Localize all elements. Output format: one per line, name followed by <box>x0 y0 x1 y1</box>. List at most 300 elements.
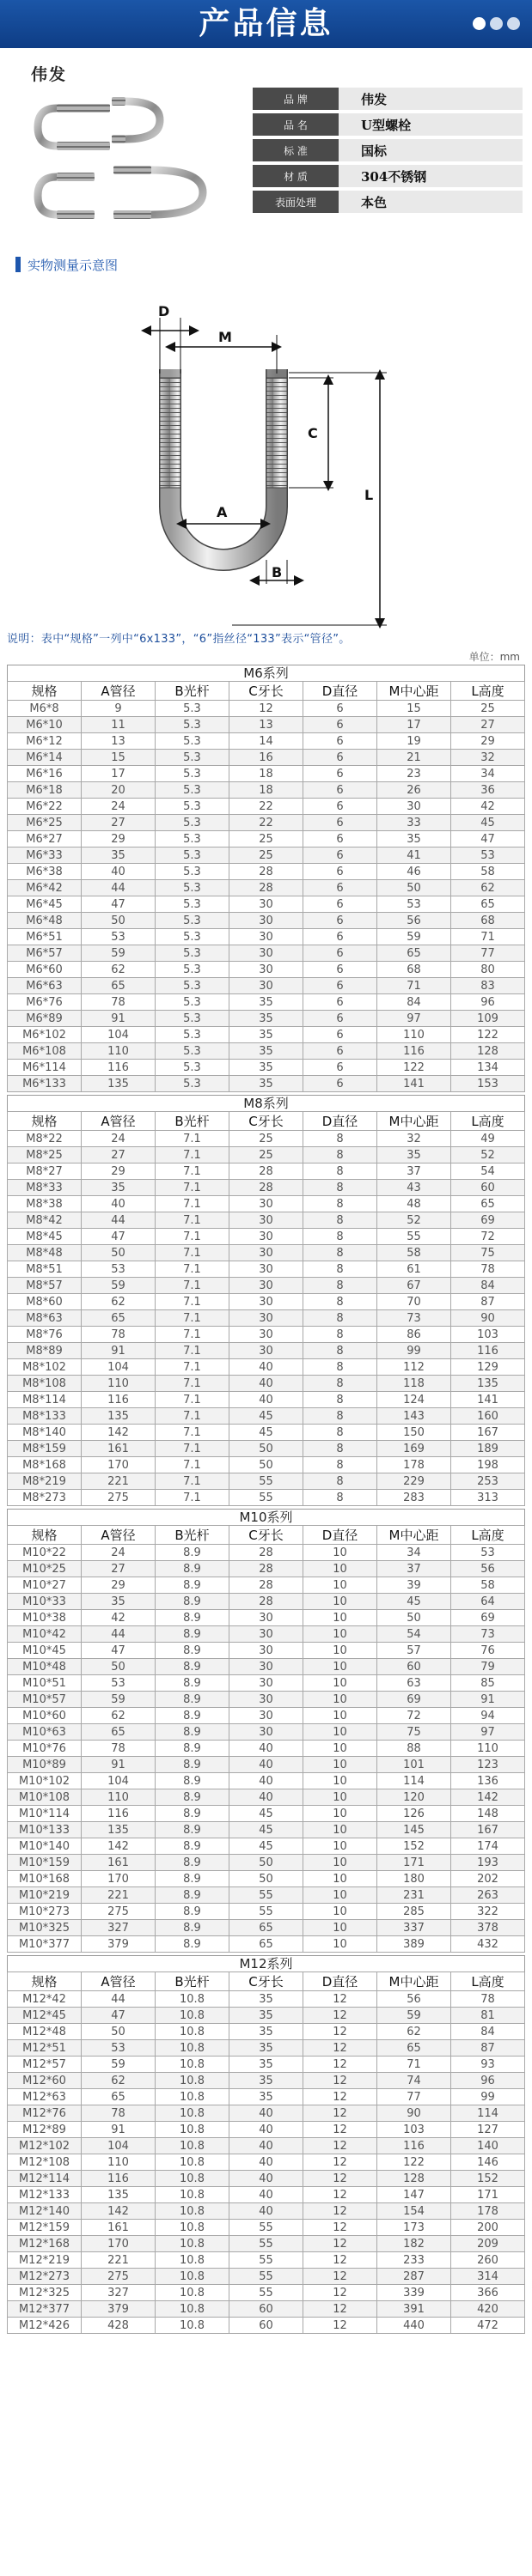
table-cell: 99 <box>451 2089 525 2105</box>
table-cell: 110 <box>82 1789 156 1806</box>
table-row <box>8 1196 525 1212</box>
table-row <box>8 1991 525 2008</box>
table-cell: 7.1 <box>156 1180 229 1196</box>
table-cell: M12*219 <box>8 2252 82 2269</box>
table-cell: 283 <box>377 1490 451 1506</box>
table-row <box>8 2154 525 2171</box>
table-cell: 6 <box>303 1027 377 1043</box>
table-cell: 110 <box>82 1043 156 1060</box>
table-cell: 6 <box>303 1043 377 1060</box>
table-cell: M12*102 <box>8 2138 82 2154</box>
table-cell: M6*108 <box>8 1043 82 1060</box>
table-cell: 8 <box>303 1490 377 1506</box>
table-cell: 8 <box>303 1147 377 1163</box>
table-cell: 37 <box>377 1163 451 1180</box>
table-cell: 10 <box>303 1708 377 1724</box>
table-cell: 142 <box>82 2203 156 2220</box>
table-cell: 146 <box>451 2154 525 2171</box>
table-cell: 87 <box>451 2040 525 2057</box>
table-cell: 116 <box>377 2138 451 2154</box>
table-cell: 77 <box>377 2089 451 2105</box>
table-row <box>8 1294 525 1310</box>
table-cell: 56 <box>377 1991 451 2008</box>
table-cell: M8*114 <box>8 1392 82 1408</box>
table-cell: 7.1 <box>156 1359 229 1376</box>
table-cell: 116 <box>82 2171 156 2187</box>
series-title: M8系列 <box>7 1095 525 1111</box>
table-cell: 167 <box>451 1822 525 1838</box>
table-row <box>8 2301 525 2318</box>
table-cell: 96 <box>451 2073 525 2089</box>
table-cell: 202 <box>451 1871 525 1887</box>
attribute-value: 本色 <box>339 191 523 213</box>
column-header: A管径 <box>82 1526 156 1545</box>
table-row <box>8 750 525 766</box>
column-header: 规格 <box>8 682 82 701</box>
table-cell: 45 <box>229 1838 303 1855</box>
table-cell: 35 <box>229 1060 303 1076</box>
table-cell: 8 <box>303 1245 377 1261</box>
table-cell: 6 <box>303 815 377 831</box>
table-row <box>8 831 525 848</box>
table-cell: 136 <box>451 1773 525 1789</box>
table-cell: 69 <box>451 1212 525 1229</box>
attribute-value: 国标 <box>339 139 523 161</box>
table-cell: 8.9 <box>156 1871 229 1887</box>
table-cell: 253 <box>451 1473 525 1490</box>
table-cell: 83 <box>451 978 525 994</box>
table-cell: 55 <box>229 2269 303 2285</box>
label-b: B <box>272 564 283 580</box>
table-cell: 10.8 <box>156 2008 229 2024</box>
table-cell: 9 <box>82 701 156 717</box>
table-cell: 25 <box>229 848 303 864</box>
table-cell: 10 <box>303 1773 377 1789</box>
table-cell: M12*76 <box>8 2105 82 2122</box>
table-cell: 78 <box>451 1991 525 2008</box>
attribute-row <box>253 165 523 187</box>
table-row <box>8 1789 525 1806</box>
attribute-row <box>253 139 523 161</box>
table-cell: 12 <box>303 2138 377 2154</box>
table-cell: 62 <box>82 2073 156 2089</box>
table-row <box>8 2318 525 2334</box>
table-cell: 141 <box>451 1392 525 1408</box>
table-cell: 28 <box>229 1180 303 1196</box>
table-row <box>8 1343 525 1359</box>
table-cell: 47 <box>82 2008 156 2024</box>
table-cell: 12 <box>303 2285 377 2301</box>
table-cell: 55 <box>229 2220 303 2236</box>
table-row <box>8 962 525 978</box>
table-cell: 8.9 <box>156 1920 229 1936</box>
table-cell: 7.1 <box>156 1457 229 1473</box>
table-cell: 10.8 <box>156 2236 229 2252</box>
table-cell: 65 <box>377 2040 451 2057</box>
table-row <box>8 1212 525 1229</box>
table-row <box>8 1425 525 1441</box>
table-cell: 35 <box>229 1991 303 2008</box>
table-cell: 75 <box>377 1724 451 1741</box>
table-cell: 7.1 <box>156 1212 229 1229</box>
table-cell: 428 <box>82 2318 156 2334</box>
table-cell: 128 <box>451 1043 525 1060</box>
table-cell: 5.3 <box>156 701 229 717</box>
table-cell: 7.1 <box>156 1392 229 1408</box>
table-cell: 17 <box>377 717 451 733</box>
column-header: D直径 <box>303 1526 377 1545</box>
table-cell: 40 <box>229 1773 303 1789</box>
table-cell: M8*108 <box>8 1376 82 1392</box>
table-row <box>8 2138 525 2154</box>
table-cell: 30 <box>229 1212 303 1229</box>
table-cell: 40 <box>229 2203 303 2220</box>
table-cell: 10.8 <box>156 2269 229 2285</box>
table-cell: M12*63 <box>8 2089 82 2105</box>
table-cell: 35 <box>377 1147 451 1163</box>
table-cell: 64 <box>451 1594 525 1610</box>
table-cell: 48 <box>377 1196 451 1212</box>
table-cell: 8.9 <box>156 1789 229 1806</box>
table-cell: 7.1 <box>156 1245 229 1261</box>
table-cell: 8 <box>303 1261 377 1278</box>
table-cell: 6 <box>303 766 377 782</box>
table-cell: M12*377 <box>8 2301 82 2318</box>
table-cell: 30 <box>229 1229 303 1245</box>
table-cell: M8*140 <box>8 1425 82 1441</box>
table-cell: 10.8 <box>156 2301 229 2318</box>
table-row <box>8 1131 525 1147</box>
table-cell: 10.8 <box>156 2057 229 2073</box>
table-cell: 27 <box>82 815 156 831</box>
dot-icon <box>507 17 520 30</box>
spec-header-row <box>8 1112 525 1131</box>
column-header: M中心距 <box>377 682 451 701</box>
header-banner <box>0 0 532 48</box>
table-cell: 116 <box>82 1392 156 1408</box>
table-cell: M12*133 <box>8 2187 82 2203</box>
table-cell: 55 <box>229 2252 303 2269</box>
table-cell: 327 <box>82 1920 156 1936</box>
table-cell: 6 <box>303 750 377 766</box>
table-cell: 27 <box>82 1147 156 1163</box>
table-cell: 178 <box>451 2203 525 2220</box>
table-cell: 67 <box>377 1278 451 1294</box>
table-cell: 30 <box>229 929 303 945</box>
table-cell: 50 <box>229 1855 303 1871</box>
table-cell: 8 <box>303 1310 377 1327</box>
table-cell: M6*57 <box>8 945 82 962</box>
table-cell: 8 <box>303 1212 377 1229</box>
table-cell: 30 <box>229 896 303 913</box>
table-cell: 8.9 <box>156 1724 229 1741</box>
column-header: C牙长 <box>229 1112 303 1131</box>
table-cell: 55 <box>229 2236 303 2252</box>
table-cell: 96 <box>451 994 525 1011</box>
table-cell: 65 <box>82 978 156 994</box>
table-cell: 8.9 <box>156 1675 229 1692</box>
table-cell: 141 <box>377 1076 451 1092</box>
table-cell: 7.1 <box>156 1425 229 1441</box>
table-row <box>8 2008 525 2024</box>
table-cell: M6*33 <box>8 848 82 864</box>
attribute-key: 材 质 <box>253 165 339 187</box>
table-cell: 78 <box>82 2105 156 2122</box>
table-cell: 78 <box>82 1741 156 1757</box>
table-cell: 8.9 <box>156 1545 229 1561</box>
table-cell: 8 <box>303 1457 377 1473</box>
table-cell: 30 <box>229 1343 303 1359</box>
table-cell: 135 <box>451 1376 525 1392</box>
table-cell: 110 <box>82 2154 156 2171</box>
table-cell: M12*168 <box>8 2236 82 2252</box>
table-cell: 5.3 <box>156 733 229 750</box>
table-cell: 170 <box>82 1871 156 1887</box>
table-cell: 40 <box>229 2187 303 2203</box>
table-cell: 5.3 <box>156 1076 229 1092</box>
table-cell: 152 <box>451 2171 525 2187</box>
table-cell: 78 <box>82 994 156 1011</box>
table-cell: 143 <box>377 1408 451 1425</box>
label-l: L <box>364 487 374 503</box>
table-cell: M6*8 <box>8 701 82 717</box>
table-cell: 28 <box>229 1594 303 1610</box>
table-cell: 57 <box>377 1643 451 1659</box>
table-cell: 10.8 <box>156 2220 229 2236</box>
table-cell: 6 <box>303 913 377 929</box>
attribute-key: 品 名 <box>253 113 339 136</box>
table-cell: 53 <box>82 1261 156 1278</box>
table-row <box>8 1871 525 1887</box>
table-cell: 5.3 <box>156 962 229 978</box>
table-cell: 30 <box>229 1294 303 1310</box>
table-cell: M6*25 <box>8 815 82 831</box>
table-cell: 5.3 <box>156 766 229 782</box>
table-cell: 200 <box>451 2220 525 2236</box>
table-cell: 337 <box>377 1920 451 1936</box>
table-cell: M12*426 <box>8 2318 82 2334</box>
table-cell: 189 <box>451 1441 525 1457</box>
table-cell: M6*14 <box>8 750 82 766</box>
table-row <box>8 815 525 831</box>
table-cell: M12*273 <box>8 2269 82 2285</box>
table-cell: M8*159 <box>8 1441 82 1457</box>
table-cell: 10.8 <box>156 2138 229 2154</box>
table-cell: M10*377 <box>8 1936 82 1953</box>
table-cell: 12 <box>303 2187 377 2203</box>
table-cell: 6 <box>303 994 377 1011</box>
table-cell: 5.3 <box>156 848 229 864</box>
table-cell: 53 <box>82 929 156 945</box>
table-cell: 103 <box>451 1327 525 1343</box>
table-cell: 90 <box>451 1310 525 1327</box>
label-m: M <box>218 329 232 345</box>
table-cell: M12*114 <box>8 2171 82 2187</box>
table-cell: 7.1 <box>156 1229 229 1245</box>
table-cell: 72 <box>377 1708 451 1724</box>
table-cell: M10*60 <box>8 1708 82 1724</box>
table-cell: 6 <box>303 896 377 913</box>
table-cell: 47 <box>82 896 156 913</box>
table-cell: 29 <box>82 831 156 848</box>
table-cell: 30 <box>229 1610 303 1626</box>
table-cell: 5.3 <box>156 815 229 831</box>
table-cell: M8*63 <box>8 1310 82 1327</box>
table-row <box>8 1610 525 1626</box>
table-cell: 170 <box>82 1457 156 1473</box>
column-header: C牙长 <box>229 1526 303 1545</box>
table-cell: 63 <box>377 1675 451 1692</box>
table-cell: M6*48 <box>8 913 82 929</box>
table-cell: 129 <box>451 1359 525 1376</box>
table-row <box>8 1904 525 1920</box>
table-cell: 40 <box>229 2138 303 2154</box>
table-cell: 12 <box>303 2040 377 2057</box>
table-row <box>8 1261 525 1278</box>
table-cell: 12 <box>303 2057 377 2073</box>
table-cell: M10*102 <box>8 1773 82 1789</box>
table-row <box>8 2269 525 2285</box>
column-header: M中心距 <box>377 1112 451 1131</box>
table-cell: 8.9 <box>156 1838 229 1855</box>
table-cell: 8.9 <box>156 1659 229 1675</box>
table-cell: 50 <box>377 1610 451 1626</box>
table-cell: M8*38 <box>8 1196 82 1212</box>
table-cell: 275 <box>82 1490 156 1506</box>
table-cell: 50 <box>82 1659 156 1675</box>
table-row <box>8 1594 525 1610</box>
table-cell: M8*22 <box>8 1131 82 1147</box>
table-cell: 171 <box>377 1855 451 1871</box>
table-cell: 39 <box>377 1577 451 1594</box>
table-cell: 178 <box>377 1457 451 1473</box>
table-cell: 5.3 <box>156 929 229 945</box>
table-cell: 50 <box>82 913 156 929</box>
table-cell: 78 <box>451 1261 525 1278</box>
table-cell: 6 <box>303 864 377 880</box>
table-cell: 260 <box>451 2252 525 2269</box>
table-cell: 154 <box>377 2203 451 2220</box>
section-title-text: 实物测量示意图 <box>28 258 119 273</box>
table-cell: 58 <box>451 864 525 880</box>
table-cell: 10.8 <box>156 2040 229 2057</box>
table-cell: 120 <box>377 1789 451 1806</box>
page-title: 产品信息 <box>199 6 333 41</box>
measurement-diagram <box>129 283 404 635</box>
table-row <box>8 1626 525 1643</box>
dot-icon <box>490 17 503 30</box>
table-cell: 6 <box>303 929 377 945</box>
table-cell: 24 <box>82 799 156 815</box>
table-cell: 5.3 <box>156 994 229 1011</box>
table-cell: 81 <box>451 2008 525 2024</box>
table-cell: 85 <box>451 1675 525 1692</box>
table-row <box>8 1822 525 1838</box>
table-cell: 314 <box>451 2269 525 2285</box>
table-cell: 209 <box>451 2236 525 2252</box>
table-cell: 68 <box>451 913 525 929</box>
unit-label: 单位：mm <box>468 651 520 663</box>
table-cell: 60 <box>377 1659 451 1675</box>
table-cell: M6*18 <box>8 782 82 799</box>
table-cell: 5.3 <box>156 799 229 815</box>
table-cell: 40 <box>229 1359 303 1376</box>
table-cell: 28 <box>229 1577 303 1594</box>
table-cell: 50 <box>229 1441 303 1457</box>
spec-table <box>7 681 525 1092</box>
table-cell: 25 <box>229 831 303 848</box>
table-cell: 10 <box>303 1904 377 1920</box>
table-cell: 50 <box>82 2024 156 2040</box>
table-cell: 10 <box>303 1855 377 1871</box>
table-cell: 44 <box>82 1626 156 1643</box>
table-cell: 10 <box>303 1822 377 1838</box>
table-cell: 93 <box>451 2057 525 2073</box>
table-cell: 8 <box>303 1425 377 1441</box>
table-cell: 7.1 <box>156 1278 229 1294</box>
table-cell: 34 <box>451 766 525 782</box>
table-cell: 30 <box>229 1245 303 1261</box>
table-cell: 30 <box>229 1724 303 1741</box>
table-cell: M10*168 <box>8 1871 82 1887</box>
table-cell: 5.3 <box>156 1027 229 1043</box>
column-header: L高度 <box>451 1112 525 1131</box>
table-cell: 40 <box>229 2122 303 2138</box>
table-cell: 91 <box>82 1343 156 1359</box>
table-cell: 440 <box>377 2318 451 2334</box>
table-cell: 8.9 <box>156 1594 229 1610</box>
table-cell: 432 <box>451 1936 525 1953</box>
table-cell: 110 <box>82 1376 156 1392</box>
table-cell: 65 <box>82 1724 156 1741</box>
table-cell: 5.3 <box>156 750 229 766</box>
table-cell: 79 <box>451 1659 525 1675</box>
table-cell: 116 <box>377 1043 451 1060</box>
column-header: M中心距 <box>377 1526 451 1545</box>
table-cell: 10 <box>303 1626 377 1643</box>
table-row <box>8 1076 525 1092</box>
table-cell: 182 <box>377 2236 451 2252</box>
table-cell: 30 <box>229 913 303 929</box>
table-cell: 30 <box>229 1310 303 1327</box>
table-cell: 112 <box>377 1359 451 1376</box>
table-cell: 128 <box>377 2171 451 2187</box>
table-cell: 10 <box>303 1561 377 1577</box>
table-cell: M8*33 <box>8 1180 82 1196</box>
table-cell: 5.3 <box>156 831 229 848</box>
table-cell: M8*219 <box>8 1473 82 1490</box>
table-cell: 45 <box>229 1822 303 1838</box>
table-cell: 65 <box>82 2089 156 2105</box>
table-cell: M10*159 <box>8 1855 82 1871</box>
table-cell: 180 <box>377 1871 451 1887</box>
table-cell: M12*89 <box>8 2122 82 2138</box>
table-cell: 99 <box>377 1343 451 1359</box>
table-cell: 27 <box>82 1561 156 1577</box>
table-cell: 53 <box>82 1675 156 1692</box>
table-cell: M10*42 <box>8 1626 82 1643</box>
attribute-row <box>253 113 523 136</box>
table-cell: 56 <box>377 913 451 929</box>
series-title: M12系列 <box>7 1955 525 1971</box>
table-cell: 78 <box>82 1327 156 1343</box>
table-cell: 148 <box>451 1806 525 1822</box>
table-cell: 35 <box>377 831 451 848</box>
table-cell: 59 <box>377 2008 451 2024</box>
table-cell: M10*325 <box>8 1920 82 1936</box>
table-row <box>8 2236 525 2252</box>
table-cell: 263 <box>451 1887 525 1904</box>
